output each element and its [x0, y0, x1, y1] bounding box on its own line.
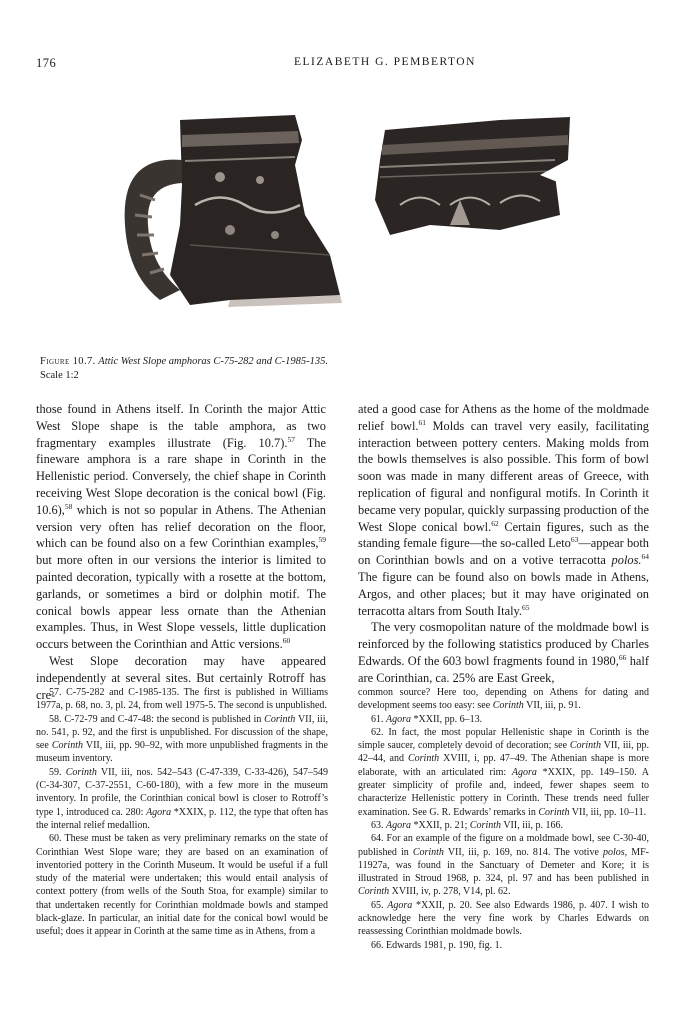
figure-scale: Scale 1:2 [40, 370, 79, 381]
footnote-ref: 57 [287, 434, 295, 444]
page-number: 176 [36, 56, 57, 70]
body-paragraph: ated a good case for Athens as the home of the moldmade relief bowl.$^{61}$ Molds can travel very easily, facilitating interaction between pottery centers. Making molds from the bowls themselves is also possible. This form of bowl soon was made in many different areas of Greece, with replication of figural and nonfigural motifs. In Corinth it became very popular, quickly surpassing production of the West Slope conical bowl.$^{62}$ Certain figures, such as the standing female figure—the so-called Leto$^{63}$—appear both on Corinthian bowls and on a votive terracotta polos.$^{64}$ The figure can be found also on bowls made in Athens, Argos, and other places; but it may have originated on terracotta altars from South Italy.$^{65}$ [358, 402, 649, 618]
footnote-ref: 62 [491, 518, 499, 528]
footnote-64: 64. For an example of the figure on a moldmade bowl, see C-30-40, published in Corinth VII, iii, p. 169, no. 814. The votive polos, MF-11927a, was found in the Sanctuary of Demeter and Kore; it is illustrated in Stroud 1968, p. 324, pl. 97 and has been published in Corinth XVIII, iv, p. 278, V14, pl. 62. [358, 833, 649, 898]
footnote-61: 61. Agora *XXII, pp. 6–13. [371, 713, 483, 725]
footnote-ref: 59 [318, 535, 326, 545]
footnote-57: 57. C-75-282 and C-1985-135. The first is published in Williams 1977a, p. 68, no. 3, pl. 24, from well 1975-5. The second is unpublished. [36, 687, 328, 712]
body-paragraph: those found in Athens itself. In Corinth the major Attic West Slope shape is the table amphora, as two fragmentary examples illustrate (Fig. 10.7).$^{57}$ The fineware amphora is a rare shape in Corinth in the Hellenistic period. Conversely, the chief shape in Corinth receiving West Slope decoration is the conical bowl (Fig. 10.6),$^{58}$ which is not so popular in Athens. The Athenian version very often has relief decoration on the floor, which can be found also on a few Corinthian examples,$^{59}$ but more often in our versions the interior is limited to painted decoration, typically with a rosette at the bottom, garlands, or sometimes a bird or dolphin motif. The conical bowls appear less ornate than the Athenian examples. Thus, in West Slope vessels, little duplication occurs between the Corinthian and Attic versions.$^{60}$ [36, 402, 326, 652]
body-paragraph: West Slope decoration may have appeared independently at several sites. But certainly Rotroff has cre- [36, 653, 326, 702]
footnote-59: 59. Corinth VII, iii, nos. 542–543 (C-47-339, C-33-426), 547–549 (C-34-307, C-37-2551, C-60-180), with a few more in the museum inventory. In profile, the Corinthian conical bowl is closer to Rotroff’s type 1, introduced ca. 280: Agora *XXIX, p. 112, the type that often has the internal relief medallion. [36, 766, 328, 831]
footnote-62: 62. In fact, the most popular Hellenistic shape in Corinth is the simple saucer, completely devoid of decoration; see Corinth VII, iii, pp. 42–44, and Corinth XVIII, i, pp. 47–49. The Athenian shape is more elaborate, with an articulated rim: Agora *XXIX, pp. 149–150. A greater simplicity of profile and, indeed, fewer shapes seem to characterize Hellenistic pottery in Corinth. These trends need fuller examination. See G. R. Edwards’ remarks in Corinth VII, iii, pp. 10–11. [358, 726, 649, 818]
footnote-ref: 60 [282, 636, 291, 646]
footnote-ref: 64 [641, 552, 649, 562]
footnote-ref: 66 [618, 652, 627, 662]
pottery-fragments-image [100, 105, 680, 335]
running-title: ELIZABETH G. PEMBERTON [294, 56, 476, 68]
footnote-ref: 61 [418, 417, 427, 427]
figure-caption [40, 355, 340, 383]
footnote-ref: 58 [64, 501, 73, 511]
body-column-right [358, 401, 649, 687]
body-paragraph: The very cosmopolitan nature of the moldmade bowl is reinforced by the following statistics produced by Charles Edwards. Of the 603 bowl fragments found in 1980,66 half are Corinthian, ca. 25% are East Greek, [358, 620, 649, 685]
figure-title: Attic West Slope amphoras C-75-282 and C-1985-135. [98, 356, 329, 367]
amphora-fragment-c-75-282 [125, 115, 342, 307]
footnote-66: 66. Edwards 1981, p. 190, fig. 1. [371, 939, 503, 951]
footnote-65: 65. Agora *XXII, p. 20. See also Edwards 1986, p. 407. I wish to acknowledge here the very fine work by Charles Edwards on reassessing Corinthian moldmade bowls. [358, 899, 650, 938]
running-head [36, 56, 676, 72]
figure-photograph [100, 105, 680, 335]
footnote-60: 60. These must be taken as very preliminary remarks on the state of Corinthian West Slope ware; they are based on an examination of inventoried pottery in the Corinth Museum. It would be useful if a full study of the material were undertaken; this would entail analysis of context pottery (from wells of the South Stoa, for example) similar to that undertaken recently for Corinthian moldmade bowls and stamped black-glaze. In particular, an initial date for the conical bowl would be useful; does it appear in Corinth at the same time as in Athens, from a [36, 833, 328, 938]
body-column-left [36, 401, 326, 703]
footnote-ref: 63 [570, 535, 579, 545]
figure-label: Figure 10.7. [40, 356, 96, 367]
footnote-63: 63. Agora *XXII, p. 21; Corinth VII, iii, p. 166. [371, 819, 564, 831]
footnote-60-continued: common source? Here too, depending on Athens for dating and development seems too easy: see Corinth VII, iii, p. 91. [358, 687, 649, 712]
amphora-fragment-c-1985-135 [375, 117, 570, 235]
footnotes-right [358, 686, 649, 952]
footnotes-left [36, 686, 328, 939]
footnote-58: 58. C-72-79 and C-47-48: the second is published in Corinth VII, iii, no. 541, p. 92, and the first is unpublished. For discussion of the shape, see Corinth VII, iii, pp. 90–92, with more unpublished fragments in the museum inventory. [36, 713, 328, 765]
footnote-ref: 65 [522, 602, 530, 612]
